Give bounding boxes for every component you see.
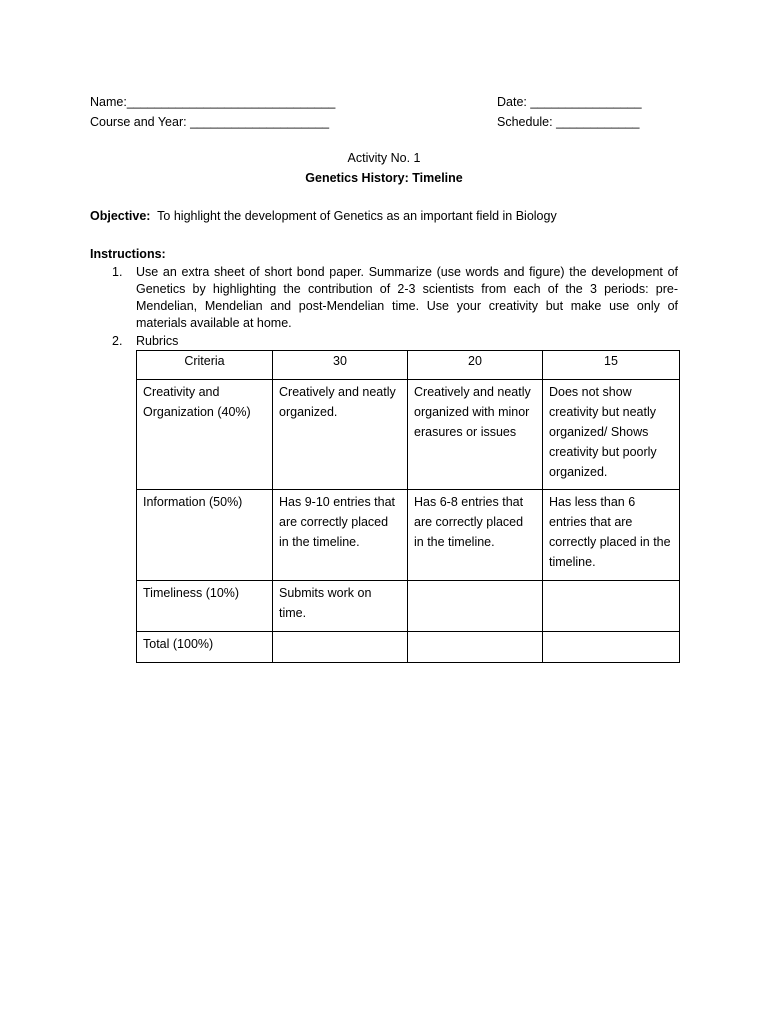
rubric-table [136,350,680,663]
objective [90,209,557,223]
rubric-cell: Has 6-8 entries that are correctly placed in the timeline. [408,490,543,581]
instruction-item [90,264,678,332]
rubric-header-row [137,351,680,380]
rubric-row [137,581,680,632]
rubric-cell: Total (100%) [137,632,273,663]
activity-title: Genetics History: Timeline [305,171,463,185]
rubric-cell: Creatively and neatly organized. [273,380,408,490]
rubric-row [137,380,680,490]
instruction-text: Use an extra sheet of short bond paper. Summarize (use words and figure) the development of Genetics by highlighting the contribution of 2-3 scientists from each of the 3 periods: pre-Mendelian, Mendelian and post-Mendelian time. Use your creativity but make use only of materials available at home. [136,265,678,330]
instruction-number: 1. [112,265,123,279]
date-field: Date: ________________ [497,95,642,109]
instructions-heading: Instructions: [90,247,166,261]
instruction-item [90,333,678,350]
rubric-row [137,632,680,663]
objective-label: Objective: [90,209,151,223]
activity-number: Activity No. 1 [347,151,421,165]
instruction-number: 2. [112,334,123,348]
header-criteria: Criteria [137,351,273,380]
rubric-cell: Has less than 6 entries that are correctly placed in the timeline. [543,490,680,581]
rubric-cell: Information (50%) [137,490,273,581]
rubric-cell [543,581,680,632]
rubric-cell: Does not show creativity but neatly organized/ Shows creativity but poorly organized. [543,380,680,490]
schedule-field: Schedule: ____________ [497,115,640,129]
rubric-cell [408,632,543,663]
instructions-list [90,264,678,350]
rubric-cell: Has 9-10 entries that are correctly placed in the timeline. [273,490,408,581]
rubric-cell [543,632,680,663]
rubric-row [137,490,680,581]
objective-text: To highlight the development of Genetics as an important field in Biology [157,209,557,223]
header-score-30: 30 [273,351,408,380]
rubric-cell: Creatively and neatly organized with minor erasures or issues [408,380,543,490]
rubric-cell [408,581,543,632]
rubric-cell: Submits work on time. [273,581,408,632]
header-score-15: 15 [543,351,680,380]
course-year-field: Course and Year: ____________________ [90,115,330,129]
rubric-cell [273,632,408,663]
rubric-cell: Creativity and Organization (40%) [137,380,273,490]
header-score-20: 20 [408,351,543,380]
instruction-text: Rubrics [136,334,179,348]
rubric-cell: Timeliness (10%) [137,581,273,632]
name-field: Name:______________________________ [90,95,336,109]
